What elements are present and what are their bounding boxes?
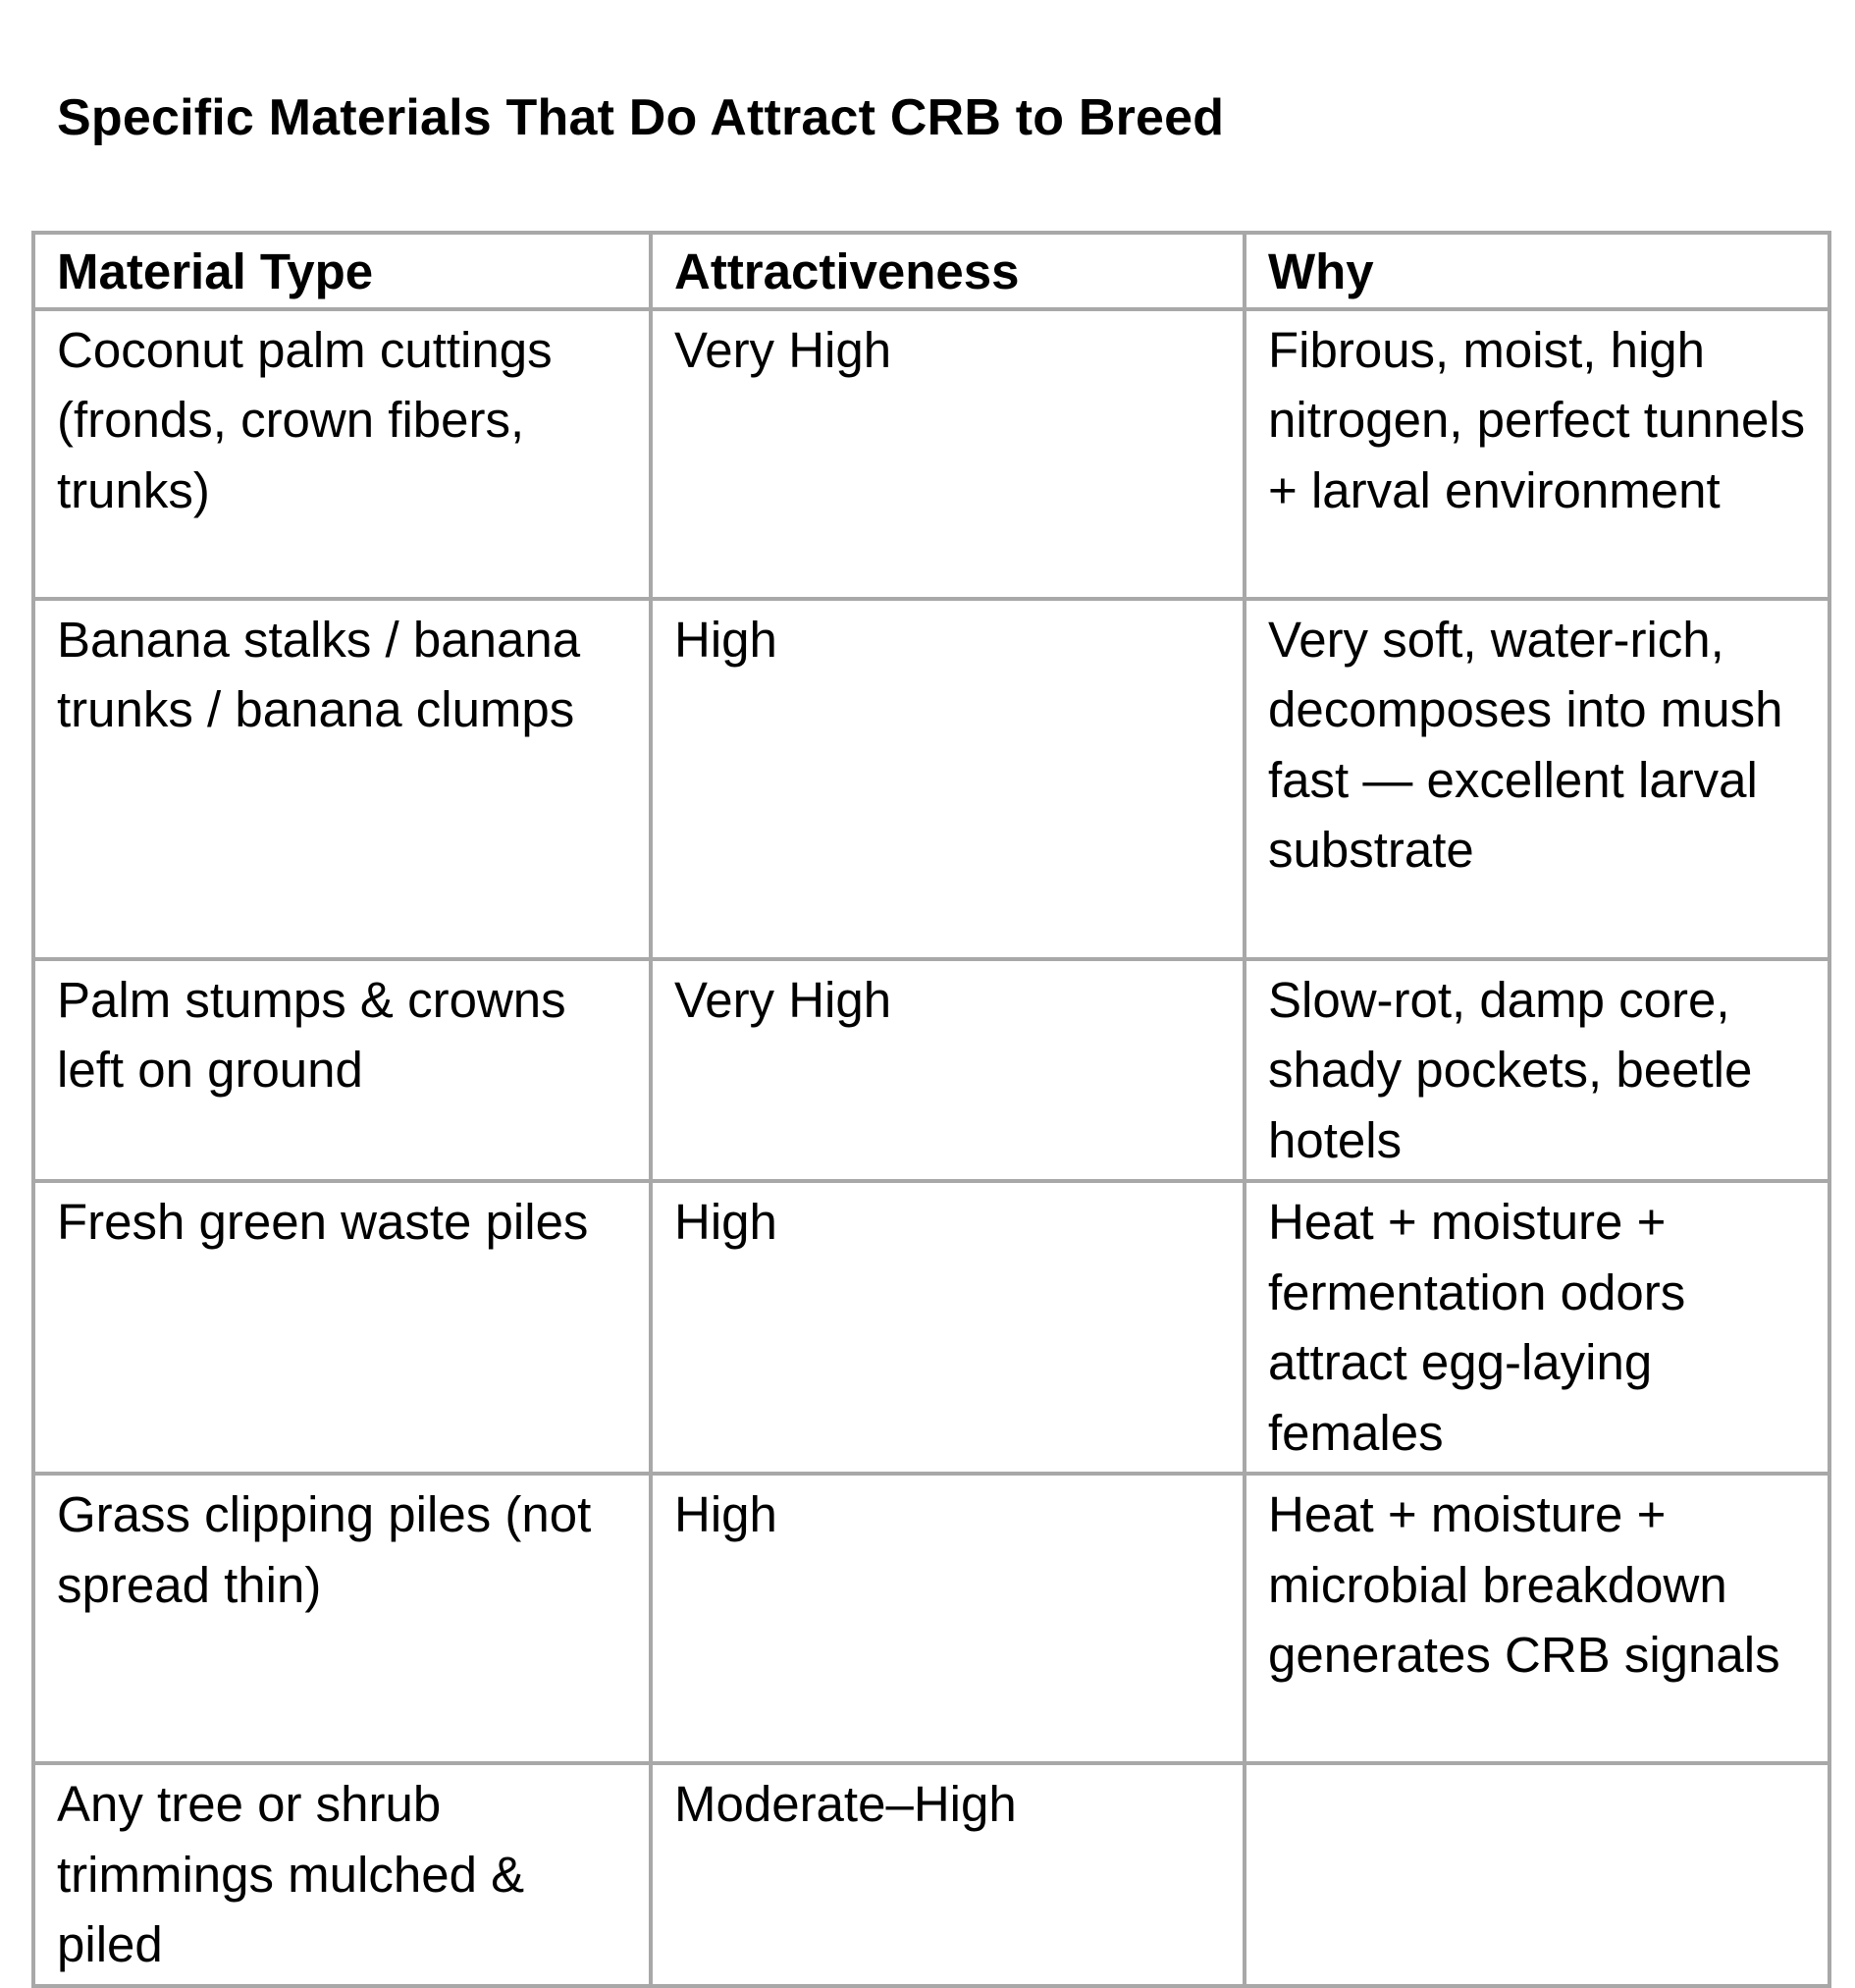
- why-cell: Very soft, water-rich, decomposes into mush fast — excellent larval substrate: [1245, 599, 1829, 959]
- material-cell: Coconut palm cuttings (fronds, crown fibers, trunks): [33, 309, 651, 599]
- header-attractiveness: Attractiveness: [651, 233, 1245, 309]
- material-cell: Fresh green waste piles: [33, 1181, 651, 1474]
- table-header-row: [33, 233, 1829, 309]
- table-row: [33, 599, 1829, 959]
- why-cell: Slow-rot, damp core, shady pockets, beetle hotels: [1245, 959, 1829, 1182]
- attractiveness-cell: High: [651, 1181, 1245, 1474]
- attractiveness-cell: Very High: [651, 309, 1245, 599]
- material-cell: Banana stalks / banana trunks / banana clumps: [33, 599, 651, 959]
- table-row: [33, 959, 1829, 1182]
- header-material-type: Material Type: [33, 233, 651, 309]
- attractiveness-cell: Very High: [651, 959, 1245, 1182]
- why-cell: Fibrous, moist, high nitrogen, perfect tunnels + larval environment: [1245, 309, 1829, 599]
- attractiveness-cell: High: [651, 1474, 1245, 1763]
- table-row: [33, 309, 1829, 599]
- material-cell: Grass clipping piles (not spread thin): [33, 1474, 651, 1763]
- document-title: Specific Materials That Do Attract CRB to Breed: [57, 89, 1225, 146]
- table-row: [33, 1181, 1829, 1474]
- material-cell: Any tree or shrub trimmings mulched & piled: [33, 1763, 651, 1986]
- why-cell: Heat + moisture + fermentation odors attract egg-laying females: [1245, 1181, 1829, 1474]
- table-row: [33, 1474, 1829, 1763]
- why-cell: Heat + moisture + microbial breakdown generates CRB signals: [1245, 1474, 1829, 1763]
- materials-table: [31, 231, 1831, 1988]
- why-cell: [1245, 1763, 1829, 1986]
- attractiveness-cell: Moderate–High: [651, 1763, 1245, 1986]
- material-cell: Palm stumps & crowns left on ground: [33, 959, 651, 1182]
- attractiveness-cell: High: [651, 599, 1245, 959]
- table-row: [33, 1763, 1829, 1986]
- header-why: Why: [1245, 233, 1829, 309]
